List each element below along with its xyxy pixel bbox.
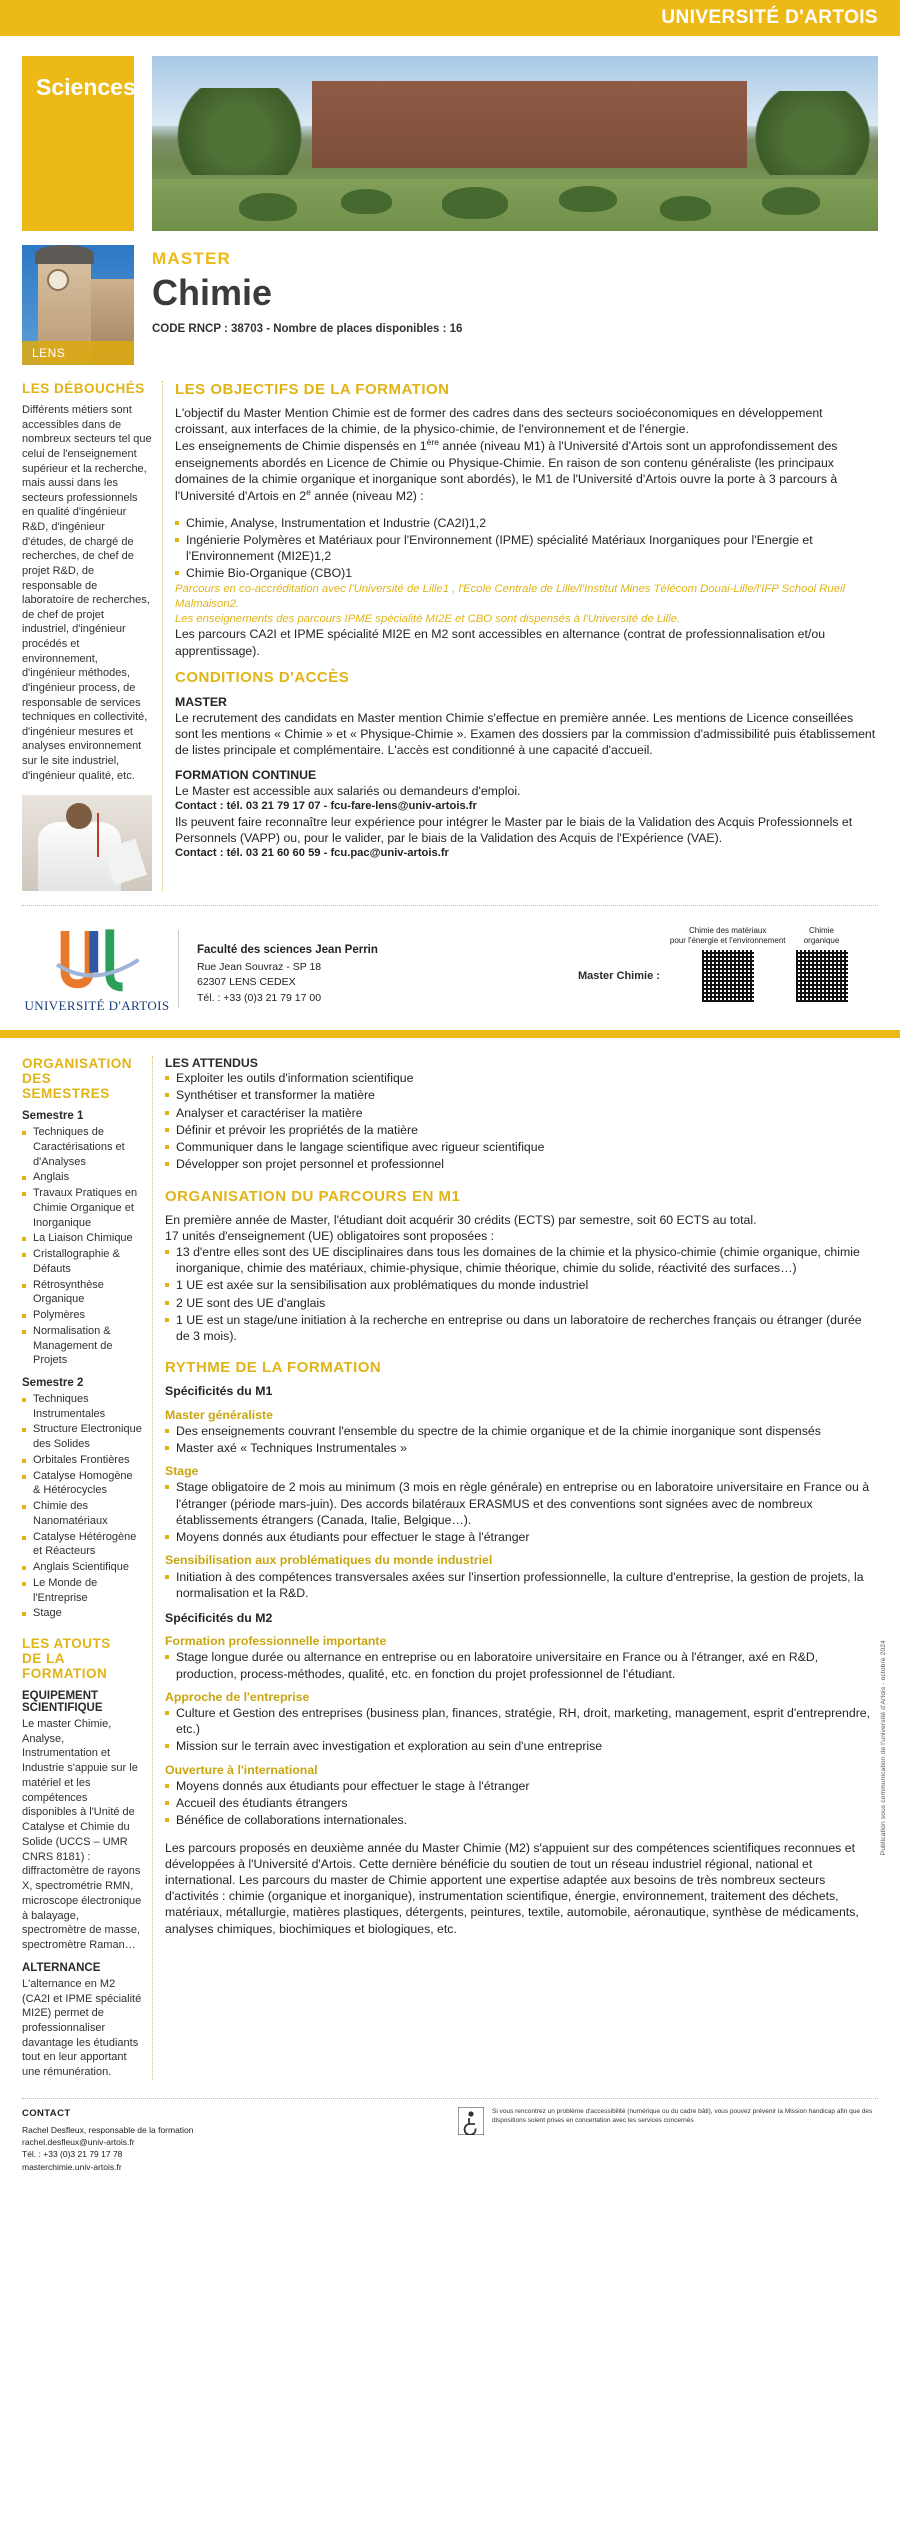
contact-line-3[interactable]: masterchimie.univ-artois.fr bbox=[22, 2161, 122, 2172]
parcours-list bbox=[175, 515, 878, 582]
list-item: Chimie, Analyse, Instrumentation et Industrie (CA2I)1,2 bbox=[175, 515, 878, 531]
semestre-1-label: Semestre 1 bbox=[22, 1110, 84, 1123]
conditions-fc-text-1: Le Master est accessible aux salariés ou demandeurs d'emploi. bbox=[175, 783, 521, 798]
list-item: Stage obligatoire de 2 mois au minimum (3 mois en règle générale) en entreprise ou en laboratoire universitaire en France ou à l'étranger (période mars-juin). Des accords bilatéraux ERASMUS et des conventions sont signées avec de nombreux établissements étrangers (Canada, Italie, Belgique…). bbox=[165, 1479, 878, 1528]
list-item: Master axé « Techniques Instrumentales » bbox=[165, 1440, 878, 1456]
list-item: 13 d'entre elles sont des UE disciplinaires dans tous les domaines de la chimie et la physico-chimie (chimie organique, chimie inorganique, chimie des matériaux, chimie-physique, chimie théorique, chimie du solide, réactivité des surfaces…) bbox=[165, 1244, 878, 1276]
semestres-heading-line2: DES SEMESTRES bbox=[22, 1071, 110, 1102]
semestres-heading-line1: ORGANISATION bbox=[22, 1056, 132, 1072]
list-item: Ingénierie Polymères et Matériaux pour l'Environnement (IPME) spécialité Matériaux Inorganiques pour l'Energie et l'Environnement (MI2E)1,2 bbox=[175, 532, 878, 564]
rythme-block2-title: Approche de l'entreprise bbox=[165, 1689, 310, 1704]
parcours-m1-p1: En première année de Master, l'étudiant doit acquérir 30 crédits (ECTS) par semestre, soit 60 ECTS au total. bbox=[165, 1212, 757, 1227]
list-item: Bénéfice de collaborations internationales. bbox=[165, 1812, 878, 1828]
main-body-columns bbox=[0, 365, 900, 891]
section-heading-parcours-m1: ORGANISATION DU PARCOURS EN M1 bbox=[165, 1187, 461, 1205]
accreditation-note-1: Parcours en co-accréditation avec l'Université de Lille1 , l'Ecole Centrale de Lille/l'Institut Mines Télécom Douai-Lille/l'IFP School Rueil Malmaison2. bbox=[175, 583, 846, 611]
conditions-master-label: MASTER bbox=[175, 694, 227, 709]
parcours-m1-p2: 17 unités d'enseignement (UE) obligatoires sont proposées : bbox=[165, 1228, 495, 1243]
objectifs-p2-a: Les enseignements de Chimie dispensés en 1 bbox=[175, 439, 427, 454]
list-item: Techniques Instrumentales bbox=[22, 1392, 142, 1421]
footer-logo-band bbox=[0, 920, 900, 1014]
rythme-block-list bbox=[165, 1423, 878, 1456]
page-two-columns bbox=[0, 1038, 900, 2080]
list-item: Cristallographie & Défauts bbox=[22, 1247, 142, 1276]
list-item: Communiquer dans le langage scientifique avec rigueur scientifique bbox=[165, 1139, 878, 1155]
left-column bbox=[22, 381, 162, 891]
faculty-badge: Sciences bbox=[22, 56, 134, 231]
list-item: Le Monde de l'Entreprise bbox=[22, 1576, 142, 1605]
logo-divider bbox=[178, 930, 179, 1008]
atouts-heading-line1: LES ATOUTS bbox=[22, 1636, 111, 1652]
list-item: Définir et prévoir les propriétés de la matière bbox=[165, 1122, 878, 1138]
list-item: Stage longue durée ou alternance en entreprise ou en laboratoire universitaire en France ou à l'étranger, axé en R&D, production, process-méthodes, qualité, etc. en fonction du projet professionnel de l'étudiant. bbox=[165, 1649, 878, 1681]
bottom-divider-rule bbox=[22, 2098, 878, 2099]
objectifs-paragraph-3: Les parcours CA2I et IPME spécialité MI2E en M2 sont accessibles en alternance (contrat de professionnalisation et/ou apprentissage). bbox=[175, 627, 826, 658]
list-item: Chimie Bio-Organique (CBO)1 bbox=[175, 565, 878, 581]
contact-line-2: Tél. : +33 (0)3 21 79 17 78 bbox=[22, 2149, 123, 2160]
list-item: 2 UE sont des UE d'anglais bbox=[165, 1295, 878, 1311]
qr-caption-line2: organique bbox=[803, 936, 840, 946]
objectifs-p2-c: année (niveau M2) : bbox=[310, 489, 424, 504]
rythme-block2-list bbox=[165, 1778, 878, 1829]
qr-item[interactable] bbox=[796, 926, 848, 1002]
list-item: Catalyse Homogène & Hétérocycles bbox=[22, 1469, 142, 1498]
equipement-text: Le master Chimie, Analyse, Instrumentation et Industrie s'appuie sur le matériel et les compétences disponibles à l'Unité de Catalyse et Chimie du Solide (UCCS – UMR CNRS 8181) : diffractomètre de rayons X, spectrométrie RMN, microscope électronique à balayage, spectromètre de masse, spectromètre Raman… bbox=[22, 1718, 142, 1952]
qr-code-icon[interactable] bbox=[796, 950, 848, 1002]
qr-code-icon[interactable] bbox=[702, 950, 754, 1002]
equipement-label: EQUIPEMENT SCIENTIFIQUE bbox=[22, 1690, 103, 1715]
contact-heading: CONTACT bbox=[22, 2107, 71, 2119]
section-heading-conditions: CONDITIONS D'ACCÈS bbox=[175, 668, 350, 686]
list-item: Catalyse Hétérogène et Réacteurs bbox=[22, 1530, 142, 1559]
section-heading-rythme: RYTHME DE LA FORMATION bbox=[165, 1359, 382, 1377]
contact-line-1[interactable]: rachel.desfleux@univ-artois.fr bbox=[22, 2136, 135, 2147]
rythme-block2-title: Formation professionnelle importante bbox=[165, 1634, 387, 1649]
conditions-fc-label: FORMATION CONTINUE bbox=[175, 767, 317, 782]
rythme-block-title: Stage bbox=[165, 1464, 199, 1479]
artois-logo-icon bbox=[49, 924, 145, 994]
contact-line-0: Rachel Desfleux, responsable de la formation bbox=[22, 2124, 194, 2135]
list-item: Stage bbox=[22, 1606, 142, 1621]
tower-photo bbox=[22, 245, 134, 365]
university-name: UNIVERSITÉ D'ARTOIS bbox=[661, 7, 878, 28]
rythme-block-title: Sensibilisation aux problématiques du monde industriel bbox=[165, 1553, 493, 1568]
list-item: Normalisation & Management de Projets bbox=[22, 1324, 142, 1368]
master-title-row bbox=[0, 231, 900, 365]
qr-codes-area bbox=[578, 924, 878, 1002]
semestre-1-list bbox=[22, 1125, 142, 1368]
list-item: Mission sur le terrain avec investigation et exploration au sein d'une entreprise bbox=[165, 1738, 878, 1754]
objectifs-p2-sup: ère bbox=[426, 437, 440, 448]
list-item: La Liaison Chimique bbox=[22, 1231, 142, 1246]
publication-side-note: Publication sous communication de l'université d'Artois - octobre 2024 bbox=[880, 1640, 887, 1856]
list-item: Moyens donnés aux étudiants pour effectuer le stage à l'étranger bbox=[165, 1529, 878, 1545]
bottom-contact-band bbox=[0, 2107, 900, 2191]
objectifs-p2-b: année (niveau M1) à l'Université d'Artois sont un approfondissement des enseignements abordés en Licence de Chimie ou Physique-Chimie. En raison de son contenu généraliste (les principaux domaines de la chimie organique et inorganique sont abordés), le M1 de l'Université d'Artois ouvre la porte à 3 parcours à l'Université d'Artois en 2 bbox=[175, 439, 838, 504]
page-title: Chimie bbox=[152, 272, 273, 313]
faculty-address bbox=[197, 924, 578, 1007]
list-item: Synthétiser et transformer la matière bbox=[165, 1087, 878, 1103]
logo-mark-icon bbox=[49, 924, 145, 994]
rythme-closing-text: Les parcours proposés en deuxième année du Master Chimie (M2) s'appuient sur des compétences scientifiques reconnues et développées à l'Université d'Artois. Cette dernière bénéficie du soutien de tout un réseau industriel régional, national et international. Les parcours du master de Chimie apportent une expertise adaptée aux besoins de très nombreux secteurs d'activités : chimie (organique et inorganique), instrumentation scientifique, énergie, environnement, traitement des déchets, matériaux, métallurgie, matières plastiques, détergents, peintures, textile, automobile, aéronautique, synthèse de médicaments, analyses chimiques, biochimiques et biologiques, etc. bbox=[165, 1840, 859, 1936]
list-item: Rétrosynthèse Organique bbox=[22, 1278, 142, 1307]
rythme-block-list bbox=[165, 1479, 878, 1545]
fc-contact-2[interactable]: Contact : tél. 03 21 60 60 59 - fcu.pac@univ-artois.fr bbox=[175, 847, 449, 860]
list-item: Développer son projet personnel et professionnel bbox=[165, 1156, 878, 1172]
fc-contact-1[interactable]: Contact : tél. 03 21 79 17 07 - fcu-fare-lens@univ-artois.fr bbox=[175, 800, 477, 813]
address-line-1: Rue Jean Souvraz - SP 18 bbox=[197, 960, 322, 973]
page2-main-column bbox=[165, 1056, 878, 2080]
list-item: Anglais bbox=[22, 1170, 142, 1185]
list-item: Anglais Scientifique bbox=[22, 1560, 142, 1575]
main-column bbox=[175, 381, 878, 891]
accreditation-note-2: Les enseignements des parcours IPME spécialité MI2E et CBO sont dispensés à l'Université de Lille. bbox=[175, 612, 681, 625]
list-item: Culture et Gestion des entreprises (business plan, finances, stratégie, RH, droit, marketing, management, esprit d'entreprendre, etc.) bbox=[165, 1705, 878, 1737]
university-logo bbox=[22, 924, 172, 1014]
list-item: Techniques de Caractérisations et d'Analyses bbox=[22, 1125, 142, 1169]
list-item: Moyens donnés aux étudiants pour effectuer le stage à l'étranger bbox=[165, 1778, 878, 1794]
semestre-2-list bbox=[22, 1392, 142, 1621]
address-line-2: 62307 LENS CEDEX bbox=[197, 976, 296, 989]
qr-caption-line2: pour l'énergie et l'environnement bbox=[669, 936, 786, 946]
list-item: Travaux Pratiques en Chimie Organique et Inorganique bbox=[22, 1186, 142, 1230]
list-item: 1 UE est un stage/une initiation à la recherche en entreprise ou dans un laboratoire de recherches français ou étranger (durée de 3 mois). bbox=[165, 1312, 878, 1344]
section-heading-attendus: LES ATTENDUS bbox=[165, 1056, 258, 1071]
qr-section-label: Master Chimie : bbox=[578, 970, 660, 983]
atouts-heading-line2: DE LA FORMATION bbox=[22, 1651, 108, 1682]
conditions-master-text: Le recrutement des candidats en Master mention Chimie s'effectue en première année. Les mentions de Licence conseillées sont les mentions « Chimie » et « Physique-Chimie ». Examen des dossiers par la commission d'admissibilité puis établissement de listes principale et complémentaire. L'accès est conditionné à une capacité d'accueil. bbox=[175, 711, 876, 758]
section-heading-semestres bbox=[22, 1056, 142, 1101]
logo-wordmark: UNIVERSITÉ D'ARTOIS bbox=[24, 998, 170, 1014]
page2-left-column bbox=[22, 1056, 152, 2080]
list-item: Initiation à des compétences transversales axées sur l'insertion professionnelle, la culture d'entreprise, la gestion de projets, la normalisation et la R&D. bbox=[165, 1569, 878, 1601]
degree-level: MASTER bbox=[152, 249, 231, 268]
list-item: Accueil des étudiants étrangers bbox=[165, 1795, 878, 1811]
attendus-list bbox=[165, 1070, 878, 1172]
hero-section bbox=[0, 36, 900, 231]
rythme-block-title: Master généraliste bbox=[165, 1407, 273, 1422]
alternance-label: ALTERNANCE bbox=[22, 1961, 101, 1974]
qr-caption-line1: Chimie des matériaux bbox=[689, 926, 767, 936]
rythme-block2-list bbox=[165, 1649, 878, 1681]
rythme-block2-list bbox=[165, 1705, 878, 1755]
list-item: Polymères bbox=[22, 1308, 142, 1323]
conditions-fc-text-2: Ils peuvent faire reconnaître leur expérience pour intégrer le Master par le biais de la Validation des Acquis Professionnels et Personnels (VAPP) ou, pour le valider, par le biais de la Validation des Acquis de l'Expérience (VAE). bbox=[175, 814, 853, 846]
rythme-block-list bbox=[165, 1569, 878, 1601]
contact-block bbox=[22, 2107, 458, 2173]
section-heading-atouts bbox=[22, 1636, 142, 1681]
debouches-text: Différents métiers sont accessibles dans de nombreux secteurs tel que celui de l'enseignement supérieur et la recherche, mais aussi dans les secteurs professionnels en qualité d'ingénieur R&D, d'ingénieur d'études, de chargé de recherches, de chef de projet R&D, de responsable de laboratoire de recherches, de chef de projet industriel, d'ingénieur procédés et environnement, d'ingénieur méthodes, d'ingénieur process, de responsable de services techniques en collectivité, d'ingénieur mesures et analyses environnement sur le site industriel, d'ingénieur qualité, etc. bbox=[22, 404, 152, 782]
accessibility-block bbox=[458, 2107, 878, 2135]
address-line-3: Tél. : +33 (0)3 21 79 17 00 bbox=[197, 992, 322, 1004]
rythme-block2-title: Ouverture à l'international bbox=[165, 1762, 318, 1777]
section-heading-objectifs: LES OBJECTIFS DE LA FORMATION bbox=[175, 381, 450, 398]
rncp-code: CODE RNCP : 38703 - Nombre de places disponibles : 16 bbox=[152, 323, 463, 335]
list-item: Analyser et caractériser la matière bbox=[165, 1105, 878, 1121]
list-item: Des enseignements couvrant l'ensemble du spectre de la chimie organique et de la chimie inorganique sont dispensés bbox=[165, 1423, 878, 1439]
rythme-m1-label: Spécificités du M1 bbox=[165, 1384, 273, 1399]
campus-photo bbox=[152, 56, 878, 231]
city-tag: LENS bbox=[22, 341, 134, 365]
objectifs-paragraph-2 bbox=[175, 437, 878, 504]
address-line-0: Faculté des sciences Jean Perrin bbox=[197, 944, 378, 957]
parcours-m1-list bbox=[165, 1244, 878, 1344]
wheelchair-accessibility-icon bbox=[458, 2107, 484, 2135]
top-header-bar bbox=[0, 0, 900, 36]
semestre-2-label: Semestre 2 bbox=[22, 1377, 84, 1389]
page-split-bar bbox=[0, 1030, 900, 1038]
rythme-m2-label: Spécificités du M2 bbox=[165, 1610, 273, 1625]
section-heading-debouches: LES DÉBOUCHÉS bbox=[22, 381, 145, 396]
divider-rule bbox=[22, 905, 878, 906]
list-item: Orbitales Frontières bbox=[22, 1453, 142, 1468]
qr-caption-line1: Chimie bbox=[809, 926, 834, 936]
list-item: 1 UE est axée sur la sensibilisation aux problématiques du monde industriel bbox=[165, 1277, 878, 1293]
column-divider bbox=[162, 381, 163, 891]
lab-photo bbox=[22, 795, 152, 891]
objectifs-paragraph-1: L'objectif du Master Mention Chimie est de former des cadres dans des secteurs socioéconomiques en développement croissant, aux interfaces de la chimie, de la physico-chimie, de l'environnement et de l'énergie. bbox=[175, 406, 823, 437]
accessibility-note: Si vous rencontrez un problème d'accessibilité (numérique ou du cadre bâti), vous pouvez prévenir la Mission handicap afin que des dispositions soient prises en concertation avec les services concernés bbox=[492, 2107, 873, 2125]
qr-item[interactable] bbox=[670, 926, 786, 1002]
list-item: Chimie des Nanomatériaux bbox=[22, 1499, 142, 1528]
list-item: Structure Electronique des Solides bbox=[22, 1422, 142, 1451]
alternance-text: L'alternance en M2 (CA2I et IPME spécialité MI2E) permet de professionnaliser davantage les étudiants tout en leur apportant une rémunération. bbox=[22, 1977, 142, 2079]
list-item: Exploiter les outils d'information scientifique bbox=[165, 1070, 878, 1086]
objectifs-p2-sup2: e bbox=[306, 487, 311, 498]
page2-column-divider bbox=[152, 1056, 153, 2080]
